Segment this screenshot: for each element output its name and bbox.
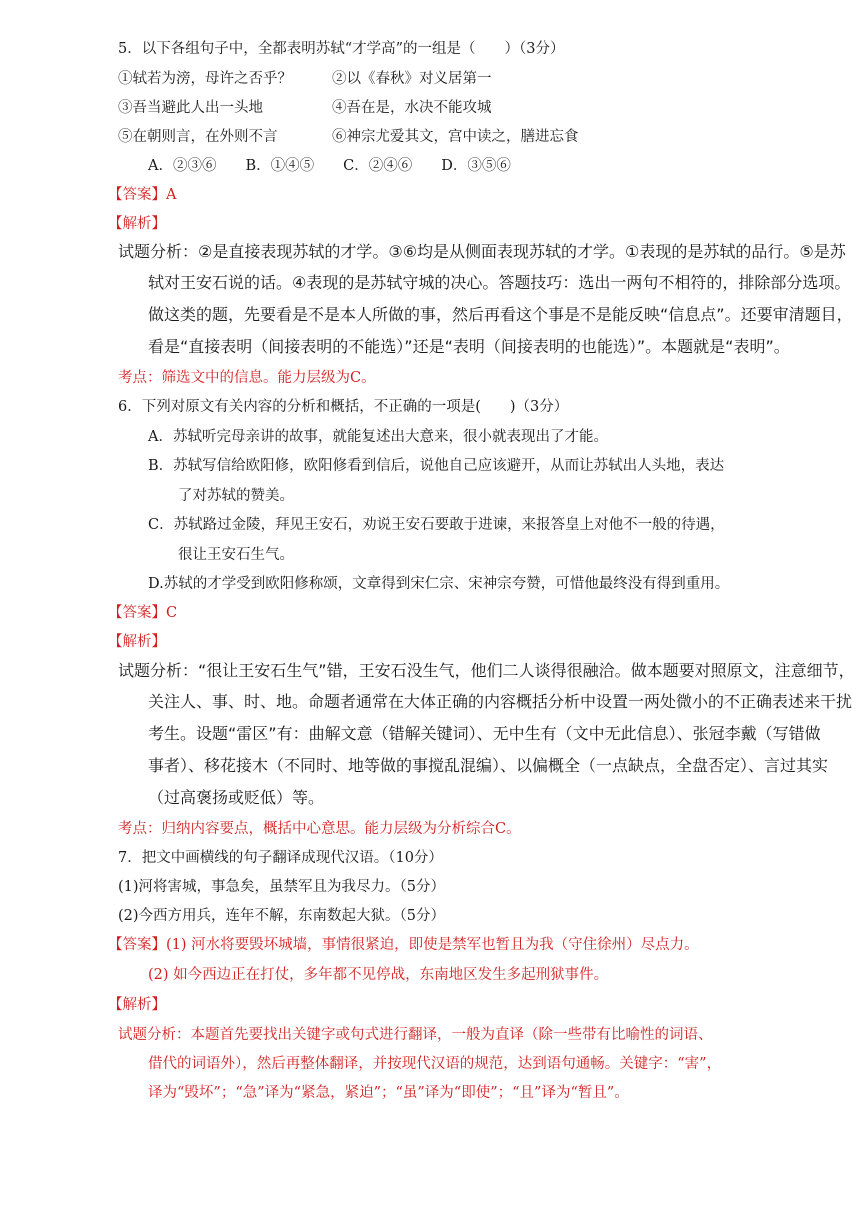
q5-items-row-2: [118, 98, 492, 118]
q5-analysis-line-3: 做这类的题，先要看是不是本人所做的事，然后再看这个事是不是能反映“信息点”。还要审清题目，: [148, 305, 853, 324]
q6-option-b-cont: 了对苏轼的赞美。: [178, 488, 294, 504]
q6-answer-value: C: [166, 605, 178, 621]
q6-analysis-line-1: 试题分析：“很让王安石生气”错，王安石没生气，他们二人谈得很融洽。做本题要对照原文，注意细节，: [118, 661, 855, 680]
q6-analysis-line-5: （过高褒扬或贬低）等。: [148, 788, 325, 807]
q5-stem: 5．以下各组句子中，全都表明苏轼“才学高”的一组是（ ）（3分）: [118, 41, 565, 57]
q5-item-4: ④吾在是，水决不能攻城: [332, 100, 492, 116]
q7-answer-label: 【答案】: [108, 937, 166, 953]
q5-item-1: ①轼若为滂，母许之否乎？: [118, 71, 292, 87]
q5-answer-line: [108, 185, 176, 205]
q6-answer-label: 【答案】: [108, 605, 166, 621]
q7-analysis-line-2: 借代的词语外），然后再整体翻译，并按现代汉语的规范，达到语句通畅。关键字：“害”，: [148, 1056, 722, 1072]
q5-analysis-line-1: 试题分析：②是直接表现苏轼的才学。③⑥均是从侧面表现苏轼的才学。①表现的是苏轼的品行。⑤是苏: [118, 242, 846, 261]
q7-answer-line-1: [108, 935, 699, 955]
q7-sentence-2: (2)今西方用兵，连年不解，东南数起大狱。（5分）: [118, 908, 446, 924]
q7-analysis-line-1: 试题分析：本题首先要找出关键字或句式进行翻译，一般为直译（除一些带有比喻性的词语、: [118, 1027, 713, 1043]
q7-sentence-1: (1)河将害城，事急矣，虽禁军且为我尽力。（5分）: [118, 879, 446, 895]
q5-answer-label: 【答案】: [108, 187, 166, 203]
q7-analysis-label: 【解析】: [108, 997, 166, 1013]
q5-item-6: ⑥神宗尤爱其文，宫中读之，膳进忘食: [332, 129, 579, 145]
q5-kaodian: 考点：筛选文中的信息。能力层级为C。: [118, 370, 376, 386]
q6-kaodian: 考点：归纳内容要点，概括中心意思。能力层级为分析综合C。: [118, 821, 521, 837]
q5-items-row-3: [118, 127, 579, 147]
q5-analysis-line-2: 轼对王安石说的话。④表现的是苏轼守城的决心。答题技巧：选出一两句不相符的，排除部分选项。: [148, 273, 851, 292]
q6-analysis-line-2: 关注人、事、时、地。命题者通常在大体正确的内容概括分析中设置一两处微小的不正确表述来干扰: [148, 692, 853, 711]
q6-analysis-line-3: 考生。设题“雷区”有：曲解文意（错解关键词）、无中生有（文中无此信息）、张冠李戴（写错做: [148, 724, 821, 743]
q7-answer-1: (1) 河水将要毁坏城墙，事情很紧迫，即使是禁军也暂且为我（守住徐州）尽点力。: [166, 937, 699, 953]
q6-answer-line: [108, 603, 177, 623]
q5-answer-value: A: [166, 187, 177, 203]
q5-item-5: ⑤在朝则言，在外则不言: [118, 129, 278, 145]
q5-options: A．②③⑥ B．①④⑤ C．②④⑥ D．③⑤⑥: [148, 158, 511, 174]
q7-stem: 7．把文中画横线的句子翻译成现代汉语。（10分）: [118, 850, 443, 866]
q6-option-d: D.苏轼的才学受到欧阳修称颂，文章得到宋仁宗、宋神宗夸赞，可惜他最终没有得到重用。: [148, 576, 730, 592]
q6-analysis-line-4: 事者）、移花接木（不同时、地等做的事搅乱混编）、以偏概全（一点缺点，全盘否定）、言过其实: [148, 756, 829, 775]
q5-analysis-line-4: 看是“直接表明（间接表明的不能选）”还是“表明（间接表明的也能选）”。本题就是“表明”。: [148, 337, 790, 356]
q6-analysis-label: 【解析】: [108, 634, 166, 650]
q6-option-b: B．苏轼写信给欧阳修，欧阳修看到信后，说他自己应该避开，从而让苏轼出人头地，表达: [148, 458, 725, 474]
q5-item-2: ②以《春秋》对义居第一: [332, 71, 492, 87]
q5-analysis-label: 【解析】: [108, 216, 166, 232]
q7-answer-2: (2) 如今西边正在打仗，多年都不见停战，东南地区发生多起刑狱事件。: [148, 967, 609, 983]
q6-option-c: C．苏轼路过金陵，拜见王安石，劝说王安石要敢于进谏，来报答皇上对他不一般的待遇，: [148, 517, 725, 533]
q6-stem: 6．下列对原文有关内容的分析和概括，不正确的一项是( )（3分）: [118, 399, 569, 415]
q5-items-row-1: [118, 69, 492, 89]
q7-analysis-line-3: 译为“毁坏”；“急”译为“紧急，紧迫”；“虽”译为“即使”；“且”译为“暂且”。: [148, 1085, 629, 1101]
q6-option-c-cont: 很让王安石生气。: [178, 547, 294, 563]
q5-item-3: ③吾当避此人出一头地: [118, 100, 263, 116]
q6-option-a: A．苏轼听完母亲讲的故事，就能复述出大意来，很小就表现出了才能。: [148, 429, 608, 445]
